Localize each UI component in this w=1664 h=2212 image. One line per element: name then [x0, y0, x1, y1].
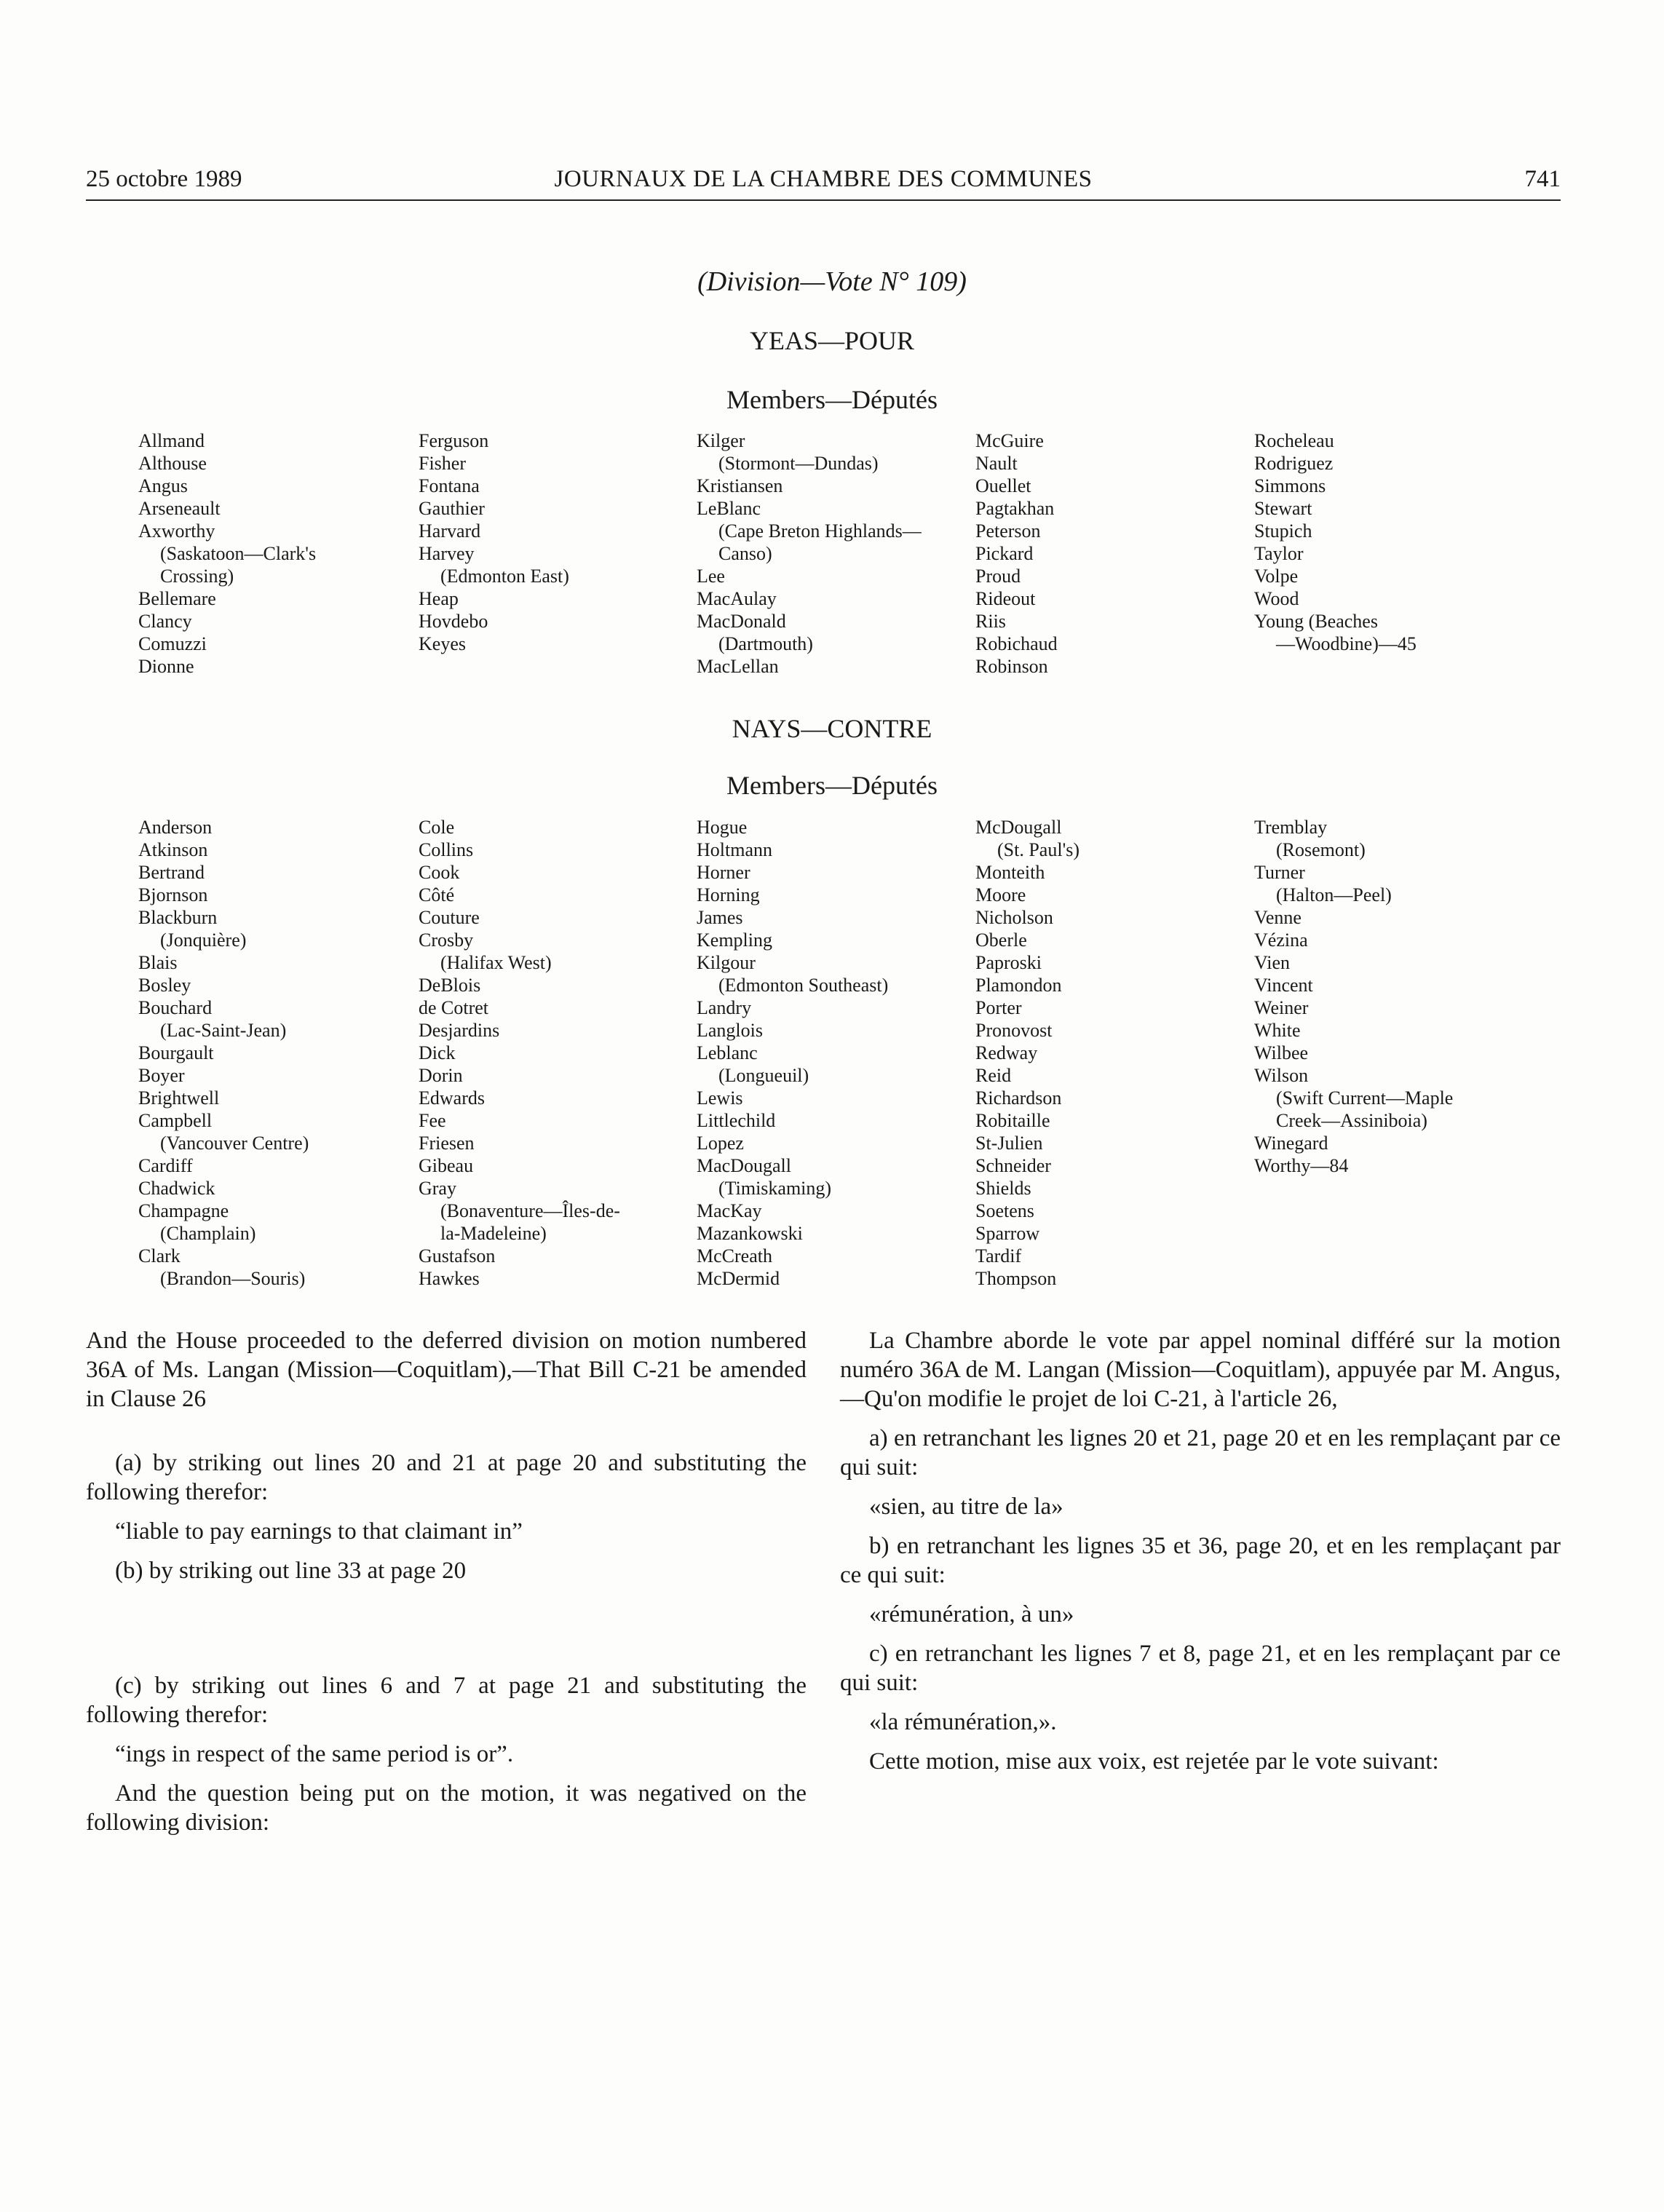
member-name: Horning	[697, 884, 760, 905]
member-name: Bosley	[138, 975, 191, 996]
member-name: Hogue	[697, 817, 748, 838]
nays-column-3	[697, 816, 966, 1290]
french-amendment-b: b) en retranchant les lignes 35 et 36, page 20, et en les remplaçant par ce qui suit:	[840, 1533, 1561, 1588]
member-name: Thompson	[975, 1268, 1057, 1289]
member-name: Lee	[697, 566, 725, 587]
member-name: St-Julien	[975, 1133, 1043, 1154]
yeas-column-3	[697, 429, 966, 678]
member-name: Young (Beaches	[1254, 611, 1378, 632]
french-amendment-c: c) en retranchant les lignes 7 et 8, page 21, et en les remplaçant par ce qui suit:	[840, 1641, 1561, 1696]
member-name: Schneider	[975, 1155, 1051, 1176]
member-riding: (Rosemont)	[1276, 839, 1366, 860]
member-name: MacDougall	[697, 1155, 791, 1176]
member-name: Bjornson	[138, 884, 208, 905]
member-name: Gauthier	[419, 498, 485, 519]
member-name: Bertrand	[138, 862, 205, 883]
member-name: Richardson	[975, 1087, 1062, 1109]
member-riding: (Saskatoon—Clark's	[160, 543, 317, 564]
member-name: Stewart	[1254, 498, 1312, 519]
member-name: Pronovost	[975, 1020, 1053, 1041]
english-amendment-a: (a) by striking out lines 20 and 21 at page 20 and substituting the following therefor:	[86, 1450, 807, 1505]
member-name: Clark	[138, 1245, 181, 1266]
member-name: Hovdebo	[419, 611, 488, 632]
member-name: Ferguson	[419, 430, 489, 451]
member-name: Nault	[975, 453, 1018, 474]
english-amendment-c: (c) by striking out lines 6 and 7 at page 21 and substituting the following therefor:	[86, 1673, 807, 1728]
member-name: MacDonald	[697, 611, 786, 632]
member-riding: (Bonaventure—Îles-de-	[440, 1200, 620, 1221]
member-name: Angus	[138, 475, 188, 496]
member-riding: (Lac-Saint-Jean)	[160, 1020, 287, 1041]
member-name: Winegard	[1254, 1133, 1328, 1154]
member-name: MacAulay	[697, 588, 777, 609]
member-name: MacKay	[697, 1200, 762, 1221]
yeas-heading: YEAS—POUR	[749, 326, 915, 355]
french-motion-paragraph: La Chambre aborde le vote par appel nominal différé sur la motion numéro 36A de M. Langan (Mission—Coquitlam), appuyée par M. Angus,—Qu'on modifie le projet de loi C-21, à l'article 26,	[840, 1328, 1561, 1412]
member-name: Kristiansen	[697, 475, 783, 496]
member-name: Crosby	[419, 929, 474, 951]
member-name: Tremblay	[1254, 817, 1328, 838]
member-riding: —Woodbine)—45	[1276, 633, 1417, 654]
member-name: Robitaille	[975, 1110, 1050, 1131]
member-name: McDougall	[975, 817, 1062, 838]
english-amendment-b: (b) by striking out line 33 at page 20	[115, 1558, 467, 1584]
member-name: Clancy	[138, 611, 192, 632]
member-name: Atkinson	[138, 839, 208, 860]
member-riding: (Swift Current—Maple	[1276, 1087, 1454, 1109]
member-name: Wood	[1254, 588, 1299, 609]
member-name: Anderson	[138, 817, 213, 838]
french-quote-b: «rémunération, à un»	[869, 1601, 1074, 1628]
member-riding: (Halifax West)	[440, 952, 552, 973]
member-name: Stupich	[1254, 520, 1312, 542]
member-name: Leblanc	[697, 1042, 758, 1063]
member-name: Gray	[419, 1178, 456, 1199]
member-name: Boyer	[138, 1065, 185, 1086]
member-name: Vincent	[1254, 975, 1313, 996]
member-name: Campbell	[138, 1110, 213, 1131]
member-name: Moore	[975, 884, 1026, 905]
member-name: Lopez	[697, 1133, 744, 1154]
member-riding: (Dartmouth)	[718, 633, 813, 654]
member-name: Littlechild	[697, 1110, 776, 1131]
nays-subheading: Members—Députés	[726, 771, 938, 800]
member-riding: (Cape Breton Highlands—	[718, 520, 922, 542]
member-name: Chadwick	[138, 1178, 215, 1199]
member-name: Fee	[419, 1110, 446, 1131]
member-name: Gustafson	[419, 1245, 496, 1266]
member-riding: (Brandon—Souris)	[160, 1268, 306, 1289]
nays-column-2	[419, 816, 688, 1290]
member-riding: Creek—Assiniboia)	[1276, 1110, 1427, 1131]
french-quote-a: «sien, au titre de la»	[869, 1494, 1063, 1520]
member-riding: la-Madeleine)	[440, 1223, 547, 1244]
english-quote-c: “ings in respect of the same period is or”.	[115, 1741, 514, 1767]
member-name: Nicholson	[975, 907, 1053, 928]
member-name: Porter	[975, 997, 1022, 1018]
member-name: Comuzzi	[138, 633, 207, 654]
english-quote-a: “liable to pay earnings to that claimant in”	[115, 1518, 523, 1545]
member-name: Cardiff	[138, 1155, 193, 1176]
member-name: Allmand	[138, 430, 205, 451]
member-name: McCreath	[697, 1245, 772, 1266]
member-name: Monteith	[975, 862, 1045, 883]
member-name: Redway	[975, 1042, 1038, 1063]
english-result-paragraph: And the question being put on the motion, it was negatived on the following division:	[86, 1780, 807, 1836]
member-name: Fontana	[419, 475, 480, 496]
yeas-column-2	[419, 429, 688, 655]
member-name: Axworthy	[138, 520, 215, 542]
member-name: Althouse	[138, 453, 207, 474]
nays-column-4	[975, 816, 1245, 1290]
member-name: Mazankowski	[697, 1223, 803, 1244]
division-title: (Division—Vote N° 109)	[697, 266, 967, 297]
yeas-column-5	[1254, 429, 1524, 655]
member-riding: (St. Paul's)	[997, 839, 1080, 860]
member-name: Turner	[1254, 862, 1305, 883]
member-name: Worthy—84	[1254, 1155, 1349, 1176]
member-name: LeBlanc	[697, 498, 761, 519]
yeas-column-1	[138, 429, 408, 678]
member-name: Robinson	[975, 656, 1048, 677]
member-name: Sparrow	[975, 1223, 1040, 1244]
nays-heading: NAYS—CONTRE	[732, 714, 932, 743]
member-name: Lewis	[697, 1087, 743, 1109]
member-name: Friesen	[419, 1133, 475, 1154]
page-number: 741	[1524, 166, 1561, 192]
member-name: Bellemare	[138, 588, 216, 609]
member-riding: (Timiskaming)	[718, 1178, 832, 1199]
member-name: Plamondon	[975, 975, 1062, 996]
member-name: Dorin	[419, 1065, 463, 1086]
nays-column-5	[1254, 816, 1524, 1177]
english-motion-paragraph: And the House proceeded to the deferred division on motion numbered 36A of Ms. Langan (Mission—Coquitlam),—That Bill C-21 be amended in Clause 26	[86, 1328, 807, 1412]
member-riding: (Halton—Peel)	[1276, 884, 1392, 905]
member-name: Pickard	[975, 543, 1034, 564]
member-name: Couture	[419, 907, 480, 928]
member-name: McGuire	[975, 430, 1044, 451]
member-name: Shields	[975, 1178, 1031, 1199]
member-name: White	[1254, 1020, 1301, 1041]
member-name: James	[697, 907, 743, 928]
member-riding: (Jonquière)	[160, 929, 247, 951]
member-name: Holtmann	[697, 839, 772, 860]
member-riding: (Stormont—Dundas)	[718, 453, 879, 474]
member-name: Wilbee	[1254, 1042, 1309, 1063]
member-name: Robichaud	[975, 633, 1058, 654]
member-name: Oberle	[975, 929, 1027, 951]
member-name: Ouellet	[975, 475, 1031, 496]
member-riding: (Champlain)	[160, 1223, 256, 1244]
member-name: Rideout	[975, 588, 1036, 609]
member-name: Hawkes	[419, 1268, 480, 1289]
member-name: Reid	[975, 1065, 1012, 1086]
member-riding: (Edmonton East)	[440, 566, 569, 587]
member-name: Heap	[419, 588, 459, 609]
french-result-paragraph: Cette motion, mise aux voix, est rejetée par le vote suivant:	[869, 1748, 1439, 1775]
member-name: Collins	[419, 839, 474, 860]
member-name: Dick	[419, 1042, 456, 1063]
french-quote-c: «la rémunération,».	[869, 1709, 1057, 1735]
member-name: Vézina	[1254, 929, 1308, 951]
member-name: Vien	[1254, 952, 1290, 973]
member-name: McDermid	[697, 1268, 780, 1289]
member-name: Bourgault	[138, 1042, 214, 1063]
member-name: Langlois	[697, 1020, 763, 1041]
member-name: Edwards	[419, 1087, 485, 1109]
member-riding: Crossing)	[160, 566, 234, 587]
member-name: Rocheleau	[1254, 430, 1334, 451]
member-riding: (Longueuil)	[718, 1065, 809, 1086]
member-name: Brightwell	[138, 1087, 220, 1109]
member-name: Volpe	[1254, 566, 1299, 587]
member-name: Blackburn	[138, 907, 218, 928]
member-name: Arseneault	[138, 498, 221, 519]
member-name: Gibeau	[419, 1155, 474, 1176]
member-name: Soetens	[975, 1200, 1034, 1221]
member-name: Kilger	[697, 430, 745, 451]
member-name: Horner	[697, 862, 750, 883]
member-name: Riis	[975, 611, 1006, 632]
member-riding: (Vancouver Centre)	[160, 1133, 309, 1154]
header-date: 25 octobre 1989	[86, 166, 242, 192]
member-name: Proud	[975, 566, 1021, 587]
french-amendment-a: a) en retranchant les lignes 20 et 21, page 20 et en les remplaçant par ce qui suit:	[840, 1425, 1561, 1480]
member-name: DeBlois	[419, 975, 481, 996]
member-name: de Cotret	[419, 997, 489, 1018]
member-name: Bouchard	[138, 997, 213, 1018]
member-name: Venne	[1254, 907, 1302, 928]
member-name: MacLellan	[697, 656, 779, 677]
member-riding: (Edmonton Southeast)	[718, 975, 889, 996]
member-name: Paproski	[975, 952, 1042, 973]
member-name: Côté	[419, 884, 455, 905]
journal-title: JOURNAUX DE LA CHAMBRE DES COMMUNES	[554, 166, 1093, 192]
nays-column-1	[138, 816, 408, 1290]
member-name: Wilson	[1254, 1065, 1309, 1086]
member-name: Fisher	[419, 453, 466, 474]
member-name: Taylor	[1254, 543, 1304, 564]
member-riding: Canso)	[718, 543, 772, 564]
member-name: Peterson	[975, 520, 1041, 542]
english-text	[86, 1326, 807, 1847]
member-name: Kempling	[697, 929, 772, 951]
member-name: Blais	[138, 952, 178, 973]
member-name: Keyes	[419, 633, 466, 654]
member-name: Cook	[419, 862, 460, 883]
member-name: Dionne	[138, 656, 194, 677]
french-text	[840, 1326, 1561, 1786]
page-header	[86, 166, 1561, 201]
member-name: Champagne	[138, 1200, 229, 1221]
yeas-subheading: Members—Députés	[726, 385, 938, 414]
member-name: Weiner	[1254, 997, 1309, 1018]
member-name: Landry	[697, 997, 752, 1018]
member-name: Simmons	[1254, 475, 1326, 496]
member-name: Kilgour	[697, 952, 756, 973]
member-name: Harvey	[419, 543, 475, 564]
member-name: Harvard	[419, 520, 481, 542]
yeas-column-4	[975, 429, 1245, 678]
member-name: Rodriguez	[1254, 453, 1334, 474]
member-name: Cole	[419, 817, 455, 838]
member-name: Pagtakhan	[975, 498, 1055, 519]
member-name: Desjardins	[419, 1020, 500, 1041]
member-name: Tardif	[975, 1245, 1022, 1266]
